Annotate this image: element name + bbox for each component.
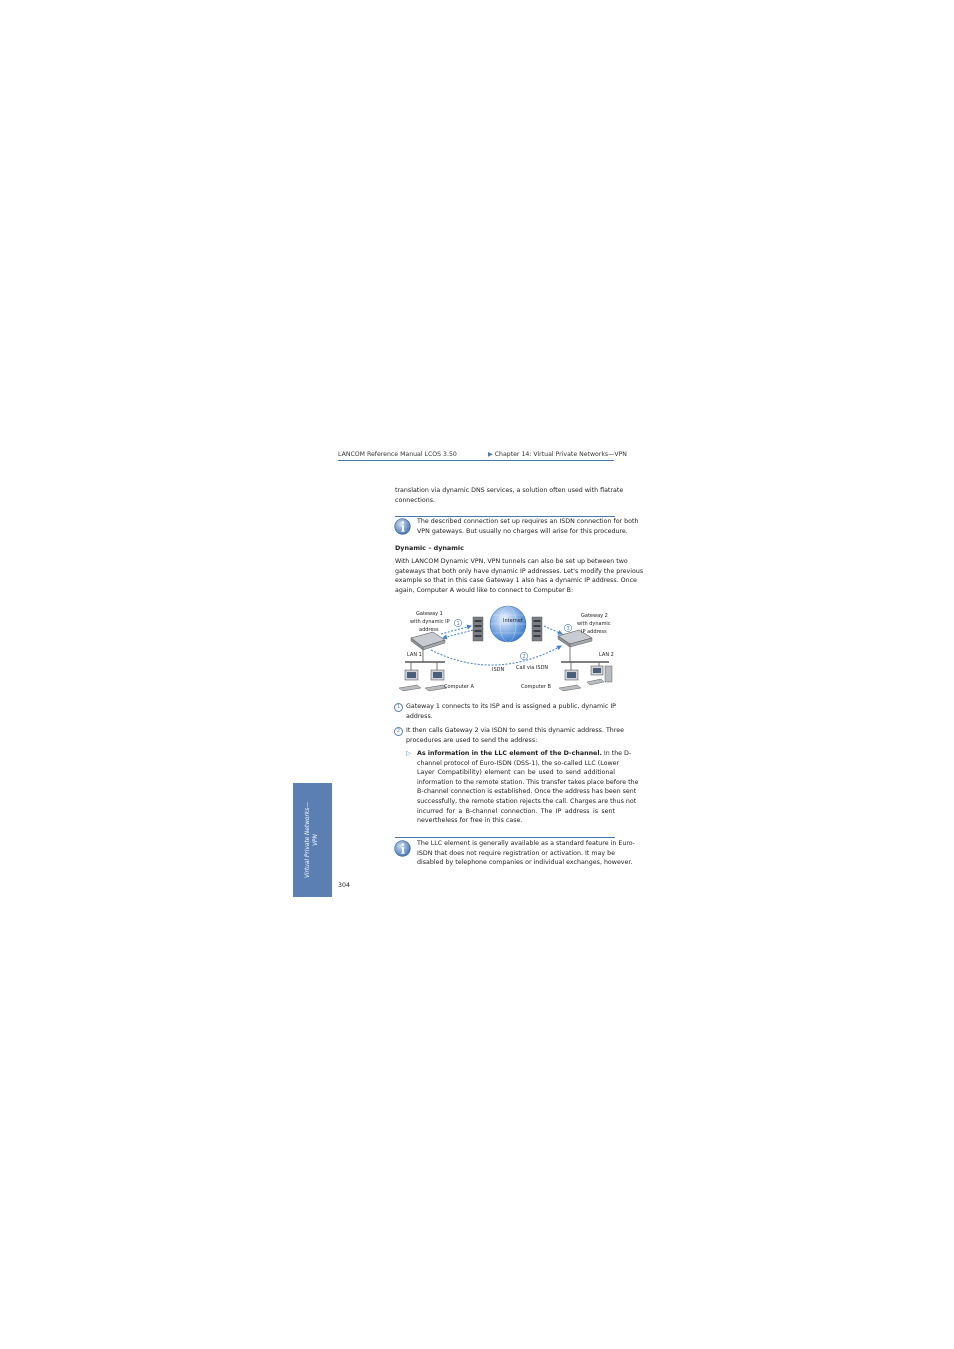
internet-label: Internet — [503, 618, 523, 624]
note2-text — [417, 839, 636, 868]
isp-server-icon — [532, 617, 542, 641]
bullet-line: B-channel connection is established. Once the address has been sent — [417, 788, 637, 796]
gateway1-label: address — [419, 627, 439, 633]
header-chapter: Chapter 14: Virtual Private Networks—VPN — [494, 451, 627, 458]
gateway2-label: IP address — [581, 629, 607, 635]
computer-b-label: Computer B — [521, 684, 551, 690]
step1-line: Gateway 1 connects to its ISP and is assigned a public, dynamic IP — [406, 703, 616, 710]
computer-b-icon — [559, 670, 581, 691]
isp-server-icon — [473, 617, 483, 641]
chapter-sidebar-tab — [293, 783, 332, 897]
note2-line: disabled by telephone companies or individual exchanges, however. — [417, 859, 633, 867]
bullet-marker-icon: ▷ — [406, 749, 411, 757]
bullet-line: information to the remote station. This transfer takes place before the — [417, 778, 639, 786]
sidebar-line: Virtual Private Networks— — [305, 801, 311, 879]
header-rule — [338, 460, 614, 461]
computer-a-label: Computer A — [444, 684, 474, 690]
computer-icon — [587, 666, 612, 685]
bullet-line — [417, 749, 632, 759]
info-icon — [394, 840, 411, 857]
header-arrow-icon: ▶ — [488, 451, 493, 458]
lan2-label: LAN 2 — [599, 652, 614, 658]
step2-text — [406, 726, 624, 745]
bullet-line: Layer Compatibility) element can be used to send additional — [417, 769, 615, 777]
bullet-line: successfully, the remote station rejects the call. Charges are thus not — [417, 797, 637, 805]
running-header-right — [488, 451, 627, 458]
info-icon — [394, 518, 411, 535]
bullet-first-rest: In the D- — [601, 750, 632, 757]
step2-line: It then calls Gateway 2 via ISDN to send this dynamic address. Three — [406, 727, 624, 734]
lan1-label: LAN 1 — [407, 652, 422, 658]
step1-line: address. — [406, 712, 433, 720]
note2-line: ISDN that does not require registration or activation. It may be — [417, 849, 615, 857]
section-line: again, Computer A would like to connect to Computer B: — [395, 586, 574, 594]
step-number: 2 — [394, 727, 403, 736]
bullet-line: nevertheless for free in this case. — [417, 817, 523, 825]
gateway2-label: with dynamic — [577, 621, 611, 627]
note-rule — [395, 837, 615, 838]
sidebar-label — [293, 783, 332, 897]
gateway1-label: with dynamic IP — [410, 619, 450, 625]
internet-globe-icon — [490, 606, 526, 642]
step-number: 1 — [394, 703, 403, 712]
bullet-bold: As information in the LLC element of the D-channel. — [417, 750, 602, 757]
network-diagram — [395, 604, 617, 696]
step2-marker: 2 — [522, 654, 526, 660]
note1-text — [417, 517, 639, 536]
step2-line: procedures are used to send the address: — [406, 736, 538, 744]
step3-marker: 3 — [566, 626, 570, 632]
intro-paragraph — [395, 486, 624, 505]
computer-icon — [399, 670, 421, 691]
section-line: gateways that both only have dynamic IP addresses. Let's modify the previous — [395, 567, 644, 575]
section-paragraph — [395, 557, 644, 595]
call-label: Call via ISDN — [516, 665, 549, 671]
section-line: example so that in this case Gateway 1 also has a dynamic IP address. Once — [395, 577, 637, 585]
section-line: With LANCOM Dynamic VPN, VPN tunnels can also be set up between two — [395, 558, 628, 565]
bullet-line: channel protocol of Euro-ISDN (DSS-1), the so-called LLC (Lower — [417, 759, 620, 767]
intro-line: connections. — [395, 496, 435, 504]
note2-line: The LLC element is generally available as a standard feature in Euro- — [417, 840, 636, 847]
step1-marker: 1 — [456, 621, 460, 627]
running-header-left: LANCOM Reference Manual LCOS 3.50 — [338, 451, 457, 458]
gateway1-router-icon — [411, 632, 445, 650]
step1-text — [406, 702, 615, 721]
intro-line: translation via dynamic DNS services, a solution often used with flatrate — [395, 487, 624, 494]
sidebar-line: VPN — [312, 834, 319, 846]
gateway2-label: Gateway 2 — [581, 613, 608, 619]
section-heading: Dynamic – dynamic — [395, 544, 464, 552]
gateway1-label: Gateway 1 — [416, 611, 443, 617]
note1-line: VPN gateways. But usually no charges will arise for this procedure. — [417, 527, 628, 535]
isdn-label: ISDN — [492, 667, 505, 673]
bullet-line: incurred for a B-channel connection. The IP address is sent — [417, 807, 615, 815]
note1-line: The described connection set up requires an ISDN connection for both — [417, 518, 639, 525]
bullet-text — [417, 749, 639, 826]
page-number: 304 — [338, 882, 351, 889]
